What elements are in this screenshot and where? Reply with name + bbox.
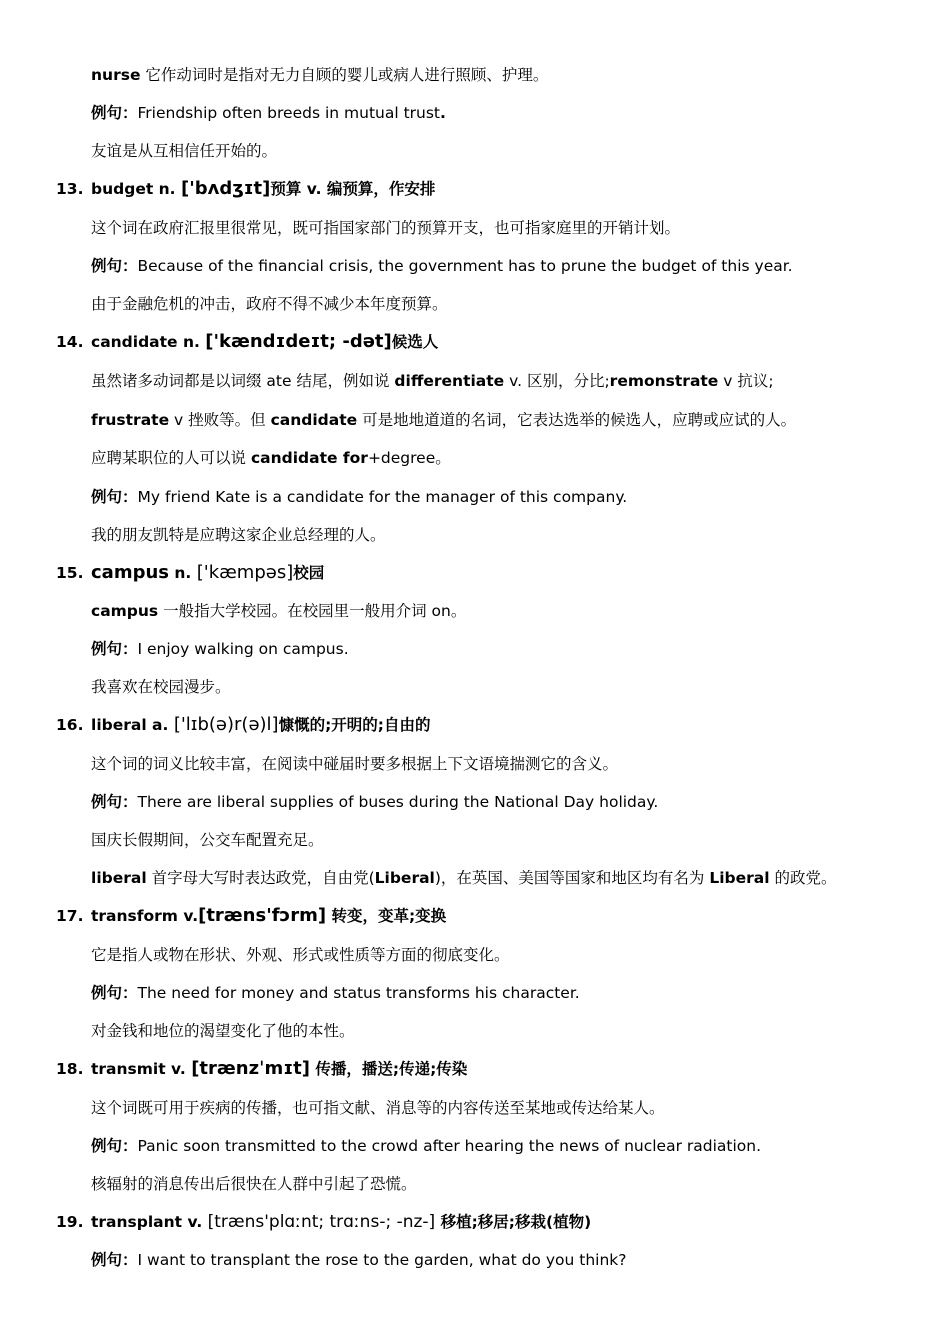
explanation-line: 它是指人或物在形状、外观、形式或性质等方面的彻底变化。 xyxy=(91,946,510,964)
example-line xyxy=(91,639,349,659)
example-line xyxy=(91,792,658,812)
entry-meaning: 移植;移居;移栽(植物) xyxy=(440,1213,592,1231)
entry-heading xyxy=(56,178,435,200)
example-sentence: Panic soon transmitted to the crowd after hearing the news of nuclear radiation. xyxy=(137,1137,762,1155)
entry-number: 19. xyxy=(56,1213,84,1231)
example-sentence: Because of the financial crisis, the government has to prune the budget of this year. xyxy=(137,257,793,275)
translation-line: 核辐射的消息传出后很快在人群中引起了恐慌。 xyxy=(91,1175,417,1193)
example-label: 例句： xyxy=(91,984,138,1002)
entry-meaning: 候选人 xyxy=(391,333,439,351)
entry-number: 17. xyxy=(56,907,84,925)
explanation: 它作动词时是指对无力自顾的婴儿或病人进行照顾、护理。 xyxy=(140,66,549,84)
phonetic: [trænzˈmɪt] xyxy=(191,1058,310,1079)
example-label: 例句： xyxy=(91,1137,138,1155)
example-label: 例句： xyxy=(91,640,138,658)
entry-meaning: 传播，播送;传递;传染 xyxy=(309,1060,468,1078)
example-sentence: I enjoy walking on campus. xyxy=(137,640,349,658)
example-line xyxy=(91,983,580,1003)
explanation-line xyxy=(91,410,796,430)
entry-number: 18. xyxy=(56,1060,84,1078)
entry-word: transform v. xyxy=(91,907,199,925)
translation-line: 我的朋友凯特是应聘这家企业总经理的人。 xyxy=(91,526,386,544)
part-of-speech: n. xyxy=(169,564,197,582)
entry-word: budget n. xyxy=(91,180,176,198)
keyword: Liberal xyxy=(709,869,770,887)
explanation-text: +degree。 xyxy=(367,449,451,467)
keyword: frustrate xyxy=(91,411,170,429)
explanation-text: 应聘某职位的人可以说 xyxy=(91,449,251,467)
entry-heading xyxy=(56,905,446,927)
explanation-text: 虽然诸多动词都是以词缀 ate 结尾，例如说 xyxy=(91,372,395,390)
explanation-line: 这个词的词义比较丰富，在阅读中碰届时要多根据上下文语境揣测它的含义。 xyxy=(91,755,619,773)
explanation-text: 可是地地道道的名词，它表达选举的候选人，应聘或应试的人。 xyxy=(357,411,797,429)
keyword: campus xyxy=(91,602,159,620)
phonetic: ['bʌdʒɪt] xyxy=(180,178,271,199)
note-text: )，在英国、美国等国家和地区均有名为 xyxy=(434,869,710,887)
explanation-text: v 抗议; xyxy=(718,372,774,390)
explanation-line xyxy=(91,448,451,468)
keyword: candidate for xyxy=(250,449,368,467)
example-sentence: The need for money and status transforms his character. xyxy=(137,984,580,1002)
example-sentence: There are liberal supplies of buses during the National Day holiday. xyxy=(137,793,659,811)
translation-line: 对金钱和地位的渴望变化了他的本性。 xyxy=(91,1022,355,1040)
entry-meaning: 慷慨的;开明的;自由的 xyxy=(278,716,431,734)
keyword: liberal xyxy=(91,869,147,887)
example-label: 例句： xyxy=(91,1251,138,1269)
entry-word: candidate n. xyxy=(91,333,200,351)
keyword: differentiate xyxy=(394,372,505,390)
phonetic: ['lɪb(ə)r(ə)l] xyxy=(173,714,279,735)
entry-heading xyxy=(56,1211,591,1233)
explanation-text: v. 区别，分比; xyxy=(504,372,610,390)
entry-number: 14. xyxy=(56,333,84,351)
entry-meaning: 转变，变革;变换 xyxy=(326,907,447,925)
example-line xyxy=(91,256,793,276)
example-line xyxy=(91,1136,761,1156)
translation-line: 国庆长假期间，公交车配置充足。 xyxy=(91,831,324,849)
note-line xyxy=(91,868,837,888)
period: . xyxy=(440,104,446,122)
entry-word: transplant v. xyxy=(91,1213,203,1231)
translation-line: 友谊是从互相信任开始的。 xyxy=(91,142,278,160)
example-line xyxy=(91,1250,626,1270)
explanation-line xyxy=(91,371,774,391)
example-sentence: Friendship often breeds in mutual trust xyxy=(137,104,441,122)
example-sentence: I want to transplant the rose to the garden, what do you think? xyxy=(137,1251,627,1269)
entry-word: liberal a. xyxy=(91,716,169,734)
example-line xyxy=(91,487,627,507)
example-sentence: My friend Kate is a candidate for the manager of this company. xyxy=(137,488,628,506)
entry-meaning: 校园 xyxy=(293,564,325,582)
keyword: nurse xyxy=(91,66,141,84)
phonetic: ['kæmpəs] xyxy=(196,562,294,583)
entry-word: campus xyxy=(91,562,169,583)
translation-line: 我喜欢在校园漫步。 xyxy=(91,678,231,696)
keyword: candidate xyxy=(270,411,358,429)
example-label: 例句： xyxy=(91,257,138,275)
example-label: 例句： xyxy=(91,104,138,122)
example-label: 例句： xyxy=(91,793,138,811)
note-text: 的政党。 xyxy=(769,869,837,887)
text-line xyxy=(91,65,548,85)
phonetic: [træns'plɑːnt; trɑːns-; -nz-] xyxy=(207,1212,441,1232)
entry-number: 16. xyxy=(56,716,84,734)
entry-heading xyxy=(56,331,438,353)
note-text: 首字母大写时表达政党，自由党( xyxy=(146,869,375,887)
entry-heading xyxy=(56,1058,467,1080)
explanation-text: 一般指大学校园。在校园里一般用介词 on。 xyxy=(158,602,467,620)
explanation-line xyxy=(91,601,466,621)
translation-line: 由于金融危机的冲击，政府不得不减少本年度预算。 xyxy=(91,295,448,313)
phonetic: ['kændɪdeɪt; -dət] xyxy=(205,331,392,352)
entry-number: 13. xyxy=(56,180,84,198)
entry-meaning: 预算 v. 编预算，作安排 xyxy=(270,180,436,198)
entry-heading xyxy=(56,714,430,736)
entry-word: transmit v. xyxy=(91,1060,186,1078)
keyword: remonstrate xyxy=(609,372,719,390)
example-line xyxy=(91,103,446,123)
entry-heading xyxy=(56,562,324,584)
example-label: 例句： xyxy=(91,488,138,506)
entry-number: 15. xyxy=(56,564,84,582)
keyword: Liberal xyxy=(374,869,435,887)
phonetic: [træns'fɔrm] xyxy=(198,905,327,926)
explanation-line: 这个词在政府汇报里很常见，既可指国家部门的预算开支，也可指家庭里的开销计划。 xyxy=(91,219,681,237)
explanation-text: v 挫败等。但 xyxy=(169,411,271,429)
explanation-line: 这个词既可用于疾病的传播，也可指文献、消息等的内容传送至某地或传达给某人。 xyxy=(91,1099,665,1117)
